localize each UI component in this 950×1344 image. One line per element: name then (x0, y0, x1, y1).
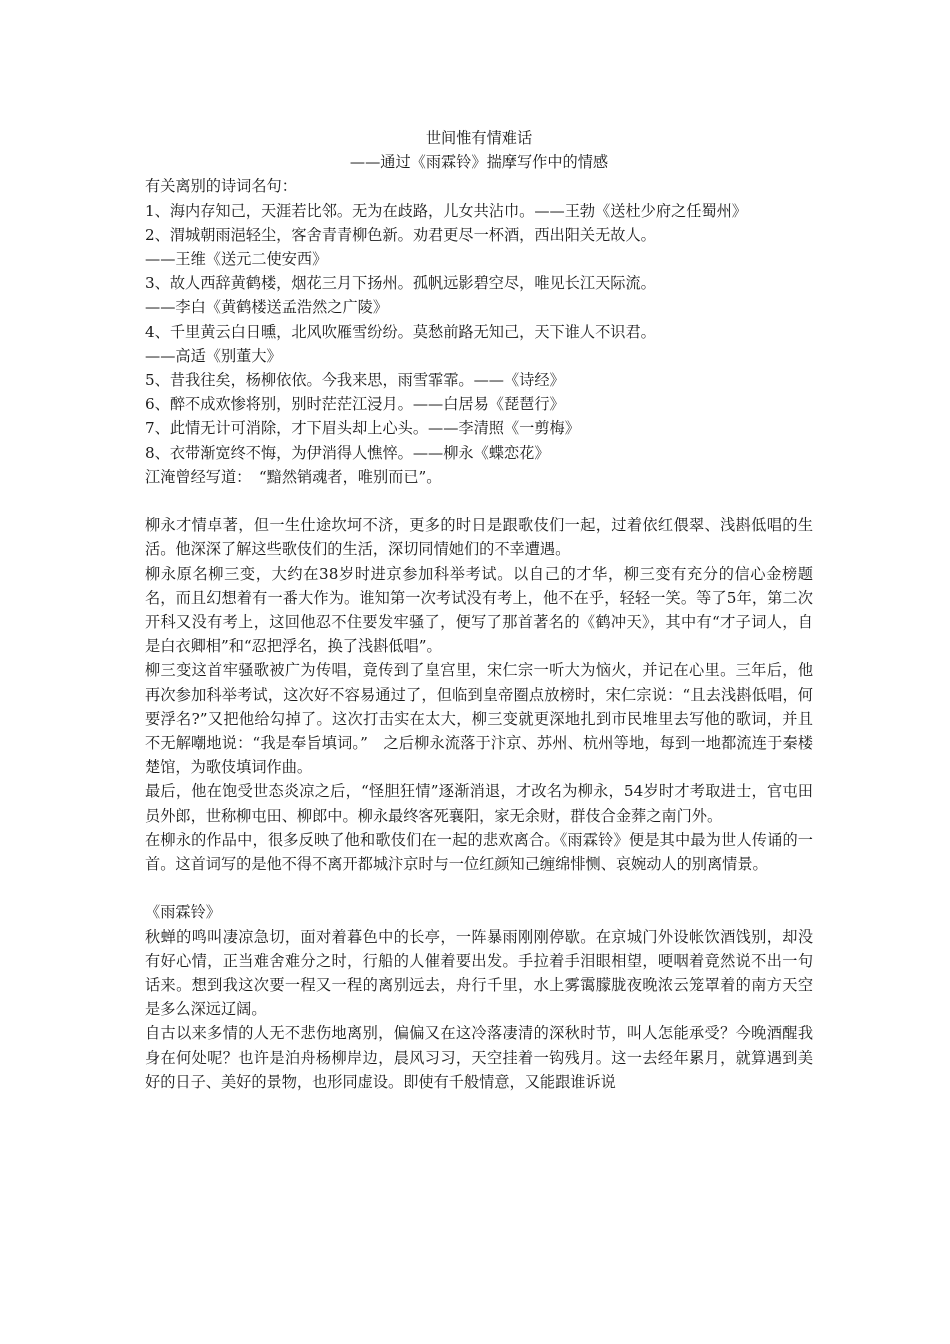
quote-line: 3、故人西辞黄鹤楼，烟花三月下扬州。孤帆远影碧空尽，唯见长江天际流。 (145, 274, 656, 293)
quotes-list (145, 199, 813, 489)
quote-line: 1、海内存知己，天涯若比邻。无为在歧路，儿女共沾巾。——王勃《送杜少府之任蜀州》 (145, 201, 747, 220)
document-title: 世间惟有情难话 (425, 129, 533, 147)
quote-line: 6、醉不成欢惨将别，别时茫茫江浸月。——白居易《琵琶行》 (145, 395, 565, 414)
quote-line: 8、衣带渐宽终不悔，为伊消得人憔悴。——柳永《蝶恋花》 (145, 443, 550, 462)
quote-line: 7、此情无计可消除，才下眉头却上心头。——李清照《一剪梅》 (145, 419, 580, 438)
quote-line: 江淹曾经写道： “黯然销魂者，唯别而已”。 (145, 467, 442, 486)
quote-line: ——高适《别董大》 (145, 346, 282, 365)
quote-line: 2、渭城朝雨浥轻尘，客舍青青柳色新。劝君更尽一杯酒，西出阳关无故人。 (145, 225, 656, 244)
bio-paragraph: 在柳永的作品中，很多反映了他和歌伎们在一起的悲欢离合。《雨霖铃》便是其中最为世人传诵的一首。这首词写的是他不得不离开都城汴京时与一位红颜知己缠绵悱恻、哀婉动人的别离情景。 (145, 830, 813, 874)
document-page (145, 126, 813, 1094)
quote-line: ——王维《送元二使安西》 (145, 250, 328, 269)
spacer (145, 489, 813, 513)
bio-paragraph: 柳三变这首牢骚歌被广为传唱，竟传到了皇宫里，宋仁宗一听大为恼火，并记在心里。三年后，他再次参加科举考试，这次好不容易通过了，但临到皇帝圈点放榜时，宋仁宗说：“且去浅斟低唱，何要浮名?”又把他给勾掉了。这次打击实在太大，柳三变就更深地扎到市民堆里去写他的歌词，并且不无解嘲地说：“我是奉旨填词。” 之后柳永流落于汴京、苏州、杭州等地，每到一地都流连于秦楼楚馆，为歌伎填词作曲。 (145, 661, 813, 777)
quote-line: 5、昔我往矣，杨柳依依。今我来思，雨雪霏霏。——《诗经》 (145, 371, 565, 390)
bio-paragraph: 柳永原名柳三变，大约在38岁时进京参加科举考试。以自己的才华，柳三变有充分的信心金榜题名，而且幻想着有一番大作为。谁知第一次考试没有考上，他不在乎，轻轻一笑。等了5年，第二次开科又没有考上，这回他忍不住要发牢骚了，便写了那首著名的《鹤冲天》，其中有“才子词人，自是白衣卿相”和“忍把浮名，换了浅斟低唱”。 (145, 564, 813, 656)
bio-paragraph: 柳永才情卓著，但一生仕途坎坷不济，更多的时日是跟歌伎们一起，过着依红偎翠、浅斟低唱的生活。他深深了解这些歌伎们的生活，深切同情她们的不幸遭遇。 (145, 516, 813, 559)
bio-paragraph: 最后，他在饱受世态炎凉之后，“怪胆狂情”逐渐消退，才改名为柳永，54岁时才考取进士，官屯田员外郎，世称柳屯田、柳郎中。柳永最终客死襄阳，家无余财，群伎合金葬之南门外。 (145, 782, 813, 825)
spacer (145, 876, 813, 900)
quotes-heading: 有关离别的诗词名句： (145, 177, 297, 196)
poem-paragraph: 自古以来多情的人无不悲伤地离别，偏偏又在这冷落凄清的深秋时节，叫人怎能承受？今晚酒醒我身在何处呢？也许是泊舟杨柳岸边，晨风习习，天空挂着一钩残月。这一去经年累月，就算遇到美好的日子、美好的景物，也形同虚设。即使有千般情意，又能跟谁诉说 (145, 1024, 813, 1091)
poem-title: 《雨霖铃》 (145, 903, 221, 922)
quote-line: 4、千里黄云白日曛，北风吹雁雪纷纷。莫愁前路无知己，天下谁人不识君。 (145, 322, 656, 341)
document-subtitle: ——通过《雨霖铃》揣摩写作中的情感 (349, 153, 609, 172)
poem-paragraph: 秋蝉的鸣叫凄凉急切，面对着暮色中的长亭，一阵暴雨刚刚停歇。在京城门外设帐饮酒饯别，却没有好心情，正当难舍难分之时，行船的人催着要出发。手拉着手泪眼相望，哽咽着竟然说不出一句话来。想到我这次要一程又一程的离别远去，舟行千里，水上雾霭朦胧夜晚浓云笼罩着的南方天空是多么深远辽阔。 (145, 927, 813, 1019)
quote-line: ——李白《黄鹤楼送孟浩然之广陵》 (145, 298, 388, 317)
